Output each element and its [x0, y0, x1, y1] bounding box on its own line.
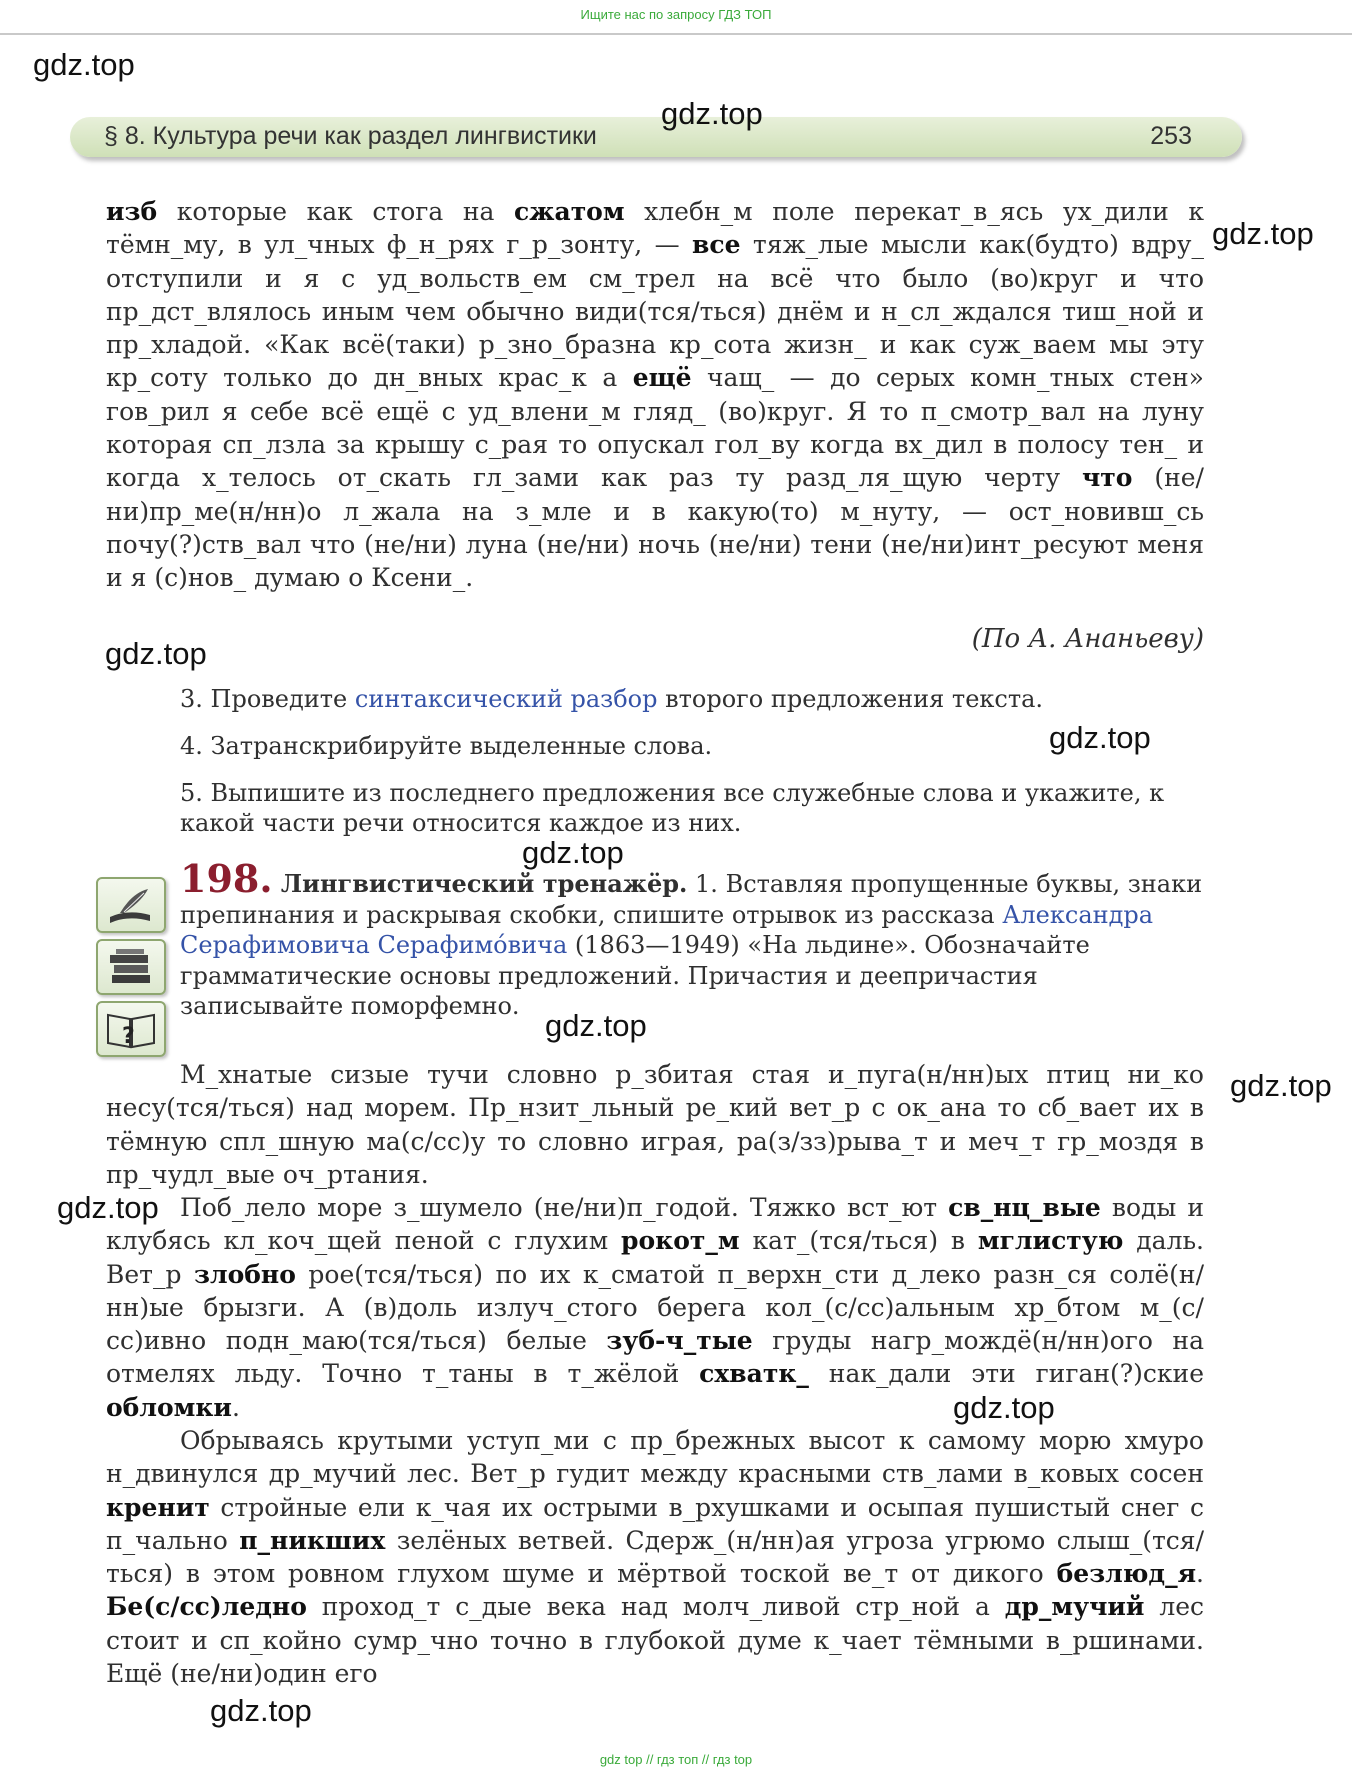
bold-word: все — [692, 230, 741, 260]
bold-word: сжатом — [514, 197, 625, 226]
watermark: gdz.top — [33, 47, 135, 82]
question-book-icon — [96, 1001, 166, 1057]
bold-word: п_никших — [239, 1525, 386, 1555]
bold-word: безлюд_я — [1056, 1559, 1197, 1589]
bold-word: злобно — [194, 1259, 296, 1289]
watermark: gdz.top — [522, 835, 624, 870]
task-4: 4. Затранскрибируйте выделенные слова. — [180, 732, 713, 760]
watermark: gdz.top — [1049, 720, 1151, 755]
svg-text:?: ? — [122, 1024, 135, 1049]
exercise-number: 198. — [180, 856, 273, 901]
watermark: gdz.top — [661, 96, 763, 131]
exercise-title: Лингвистический тренажёр. — [272, 869, 688, 898]
watermark: gdz.top — [210, 1693, 312, 1728]
page-number: 253 — [1150, 122, 1192, 150]
bold-word: кренит — [106, 1492, 210, 1522]
bold-word: рокот_м — [621, 1226, 740, 1256]
bold-word: схватк_ — [699, 1359, 809, 1389]
bold-word: обломки — [106, 1392, 232, 1422]
bold-word: изб — [106, 197, 158, 226]
text-passage-1: изб которые как стога на сжатом хлебн_м поле перекат_в_ясь ух_дили к тёмн_му, в ул_чных ф_н_рях г_р_зонту, — все тяж_лые мысли как(будто) вдру_ отступили и я с уд_вольств_ем см_трел на всё что было (во)круг и что пр_дст_влялось иным чем обычно види(тся/ться) днём и н_сл_ждался тиш_ной и пр_хладой. «Как всё(таки) р_зно_бразна кр_сота жизн_ и как суж_ваем мы эту кр_соту только до дн_вных крас_к а ещё чащ_ — до серых комн_тных стен» гов_рил я себе всё ещё с уд_влени_м гляд_ (во)круг. Я то п_смотр_вал на луну которая сп_лзла за крышу с_рая то опускал гол_ву когда вх_дил в полосу тен_ и когда х_телось от_скать гл_зами как раз ту разд_ля_щую черту что (не/ни)пр_ме(н/нн)о л_жала на з_мле и в какую(то) м_нуту, — ост_новивш_сь почу(?)ств_вал что (не/ни) луна (не/ни) ночь (не/ни) тени (не/ни)инт_ресуют меня и я (с)нов_ думаю о Ксени_. — [106, 197, 1204, 593]
text-passage-4: Обрываясь крутыми уступ_ми с пр_брежных высот к самому морю хмуро н_двинулся др_мучий лес. Вет_р гудит между красными ств_лами в_ковых сосен кренит стройные ели к_чая их острыми в_рхушками и осыпая пушистый снег с п_чально п_никших зелёных ветвей. Сдерж_(н/нн)ая угроза угрюмо слыш_(тся/ться) в этом ровном глухом шуме и мёртвой тоской ве_т от дикого безлюд_я. Бе(с/сс)ледно проход_т с_дые века над молч_ливой стр_ной а др_мучий лес стоит и сп_койно сумр_чно точно в глубокой думе к_чает тёмными в_ршинами. Ещё (не/ни)один его — [106, 1426, 1205, 1689]
exercise-icons — [96, 877, 168, 1063]
exercise-198: 198. Лингвистический тренажёр. 1. Вставляя пропущенные буквы, знаки препинания и раскрывая скобки, спишите отрывок из рассказа Александра Серафимовича Серафимо́вича (1863—1949) «На льдине». Обозначайте грамматические основы предложений. Причастия и деепричастия записывайте поморфемно. — [180, 856, 1203, 1020]
watermark: gdz.top — [545, 1008, 647, 1043]
bold-word: что — [1081, 463, 1133, 493]
section-title: § 8. Культура речи как раздел лингвистики — [104, 122, 597, 150]
watermark: gdz.top — [1212, 216, 1314, 251]
watermark: gdz.top — [57, 1190, 159, 1225]
bold-word: Бе(с/сс)ледно — [106, 1592, 307, 1622]
books-icon — [96, 939, 166, 995]
bold-word: св_нц_вые — [948, 1193, 1101, 1222]
bold-word: ещё — [632, 363, 692, 393]
author-link[interactable]: Александра Серафимовича Серафимо́вича — [180, 900, 1154, 959]
page-header — [70, 117, 1242, 157]
bold-word: др_мучий — [1004, 1592, 1145, 1622]
watermark: gdz.top — [953, 1390, 1055, 1425]
pen-icon — [96, 877, 166, 933]
task-5: 5. Выпишите из последнего предложения все служебные слова и укажите, к какой части речи относится каждое из них. — [180, 779, 1165, 837]
bold-word: мглистую — [977, 1226, 1124, 1256]
bottom-banner[interactable]: gdz top // гдз топ // гдз top — [599, 1752, 753, 1767]
text-author: (По А. Ананьеву) — [971, 624, 1204, 654]
text-passage-3: Поб_лело море з_шумело (не/ни)п_годой. Тяжко вст_ют св_нц_вые воды и клубясь кл_коч_щей пеной с глухим рокот_м кат_(тся/ться) в мглистую даль. Вет_р злобно рое(тся/ться) по их к_сматой п_верхн_сти д_леко разн_ся солё(н/нн)ые брызги. А (в)доль излуч_стого берега кол_(с/сс)альным хр_бтом м_(с/сс)ивно подн_маю(тся/ться) белые зуб-ч_тые груды нагр_мождё(н/нн)ого на отмелях льду. Точно т_таны в т_жёлой схватк_ нак_дали эти гиган(?)ские обломки. — [106, 1193, 1205, 1422]
watermark: gdz.top — [105, 636, 207, 671]
text-passage-2: М_хнатые сизые тучи словно р_збитая стая и_пуга(н/нн)ых птиц ни_ко несу(тся/ться) над морем. Пр_нзит_льный ре_кий вет_р с ок_ана то сб_вает их в тёмную спл_шную ма(с/сс)у то словно играя, ра(з/зз)рыва_т и меч_т гр_моздя в пр_чудл_вые оч_ртания. — [106, 1060, 1204, 1189]
syntax-analysis-link[interactable]: синтаксический разбор — [354, 685, 658, 713]
top-banner[interactable]: Ищите нас по запросу ГДЗ ТОП — [0, 0, 1352, 35]
task-3: 3. Проведите синтаксический разбор второго предложения текста. — [180, 685, 1044, 713]
watermark: gdz.top — [1230, 1068, 1332, 1103]
bold-word: зуб-ч_тые — [606, 1326, 753, 1356]
